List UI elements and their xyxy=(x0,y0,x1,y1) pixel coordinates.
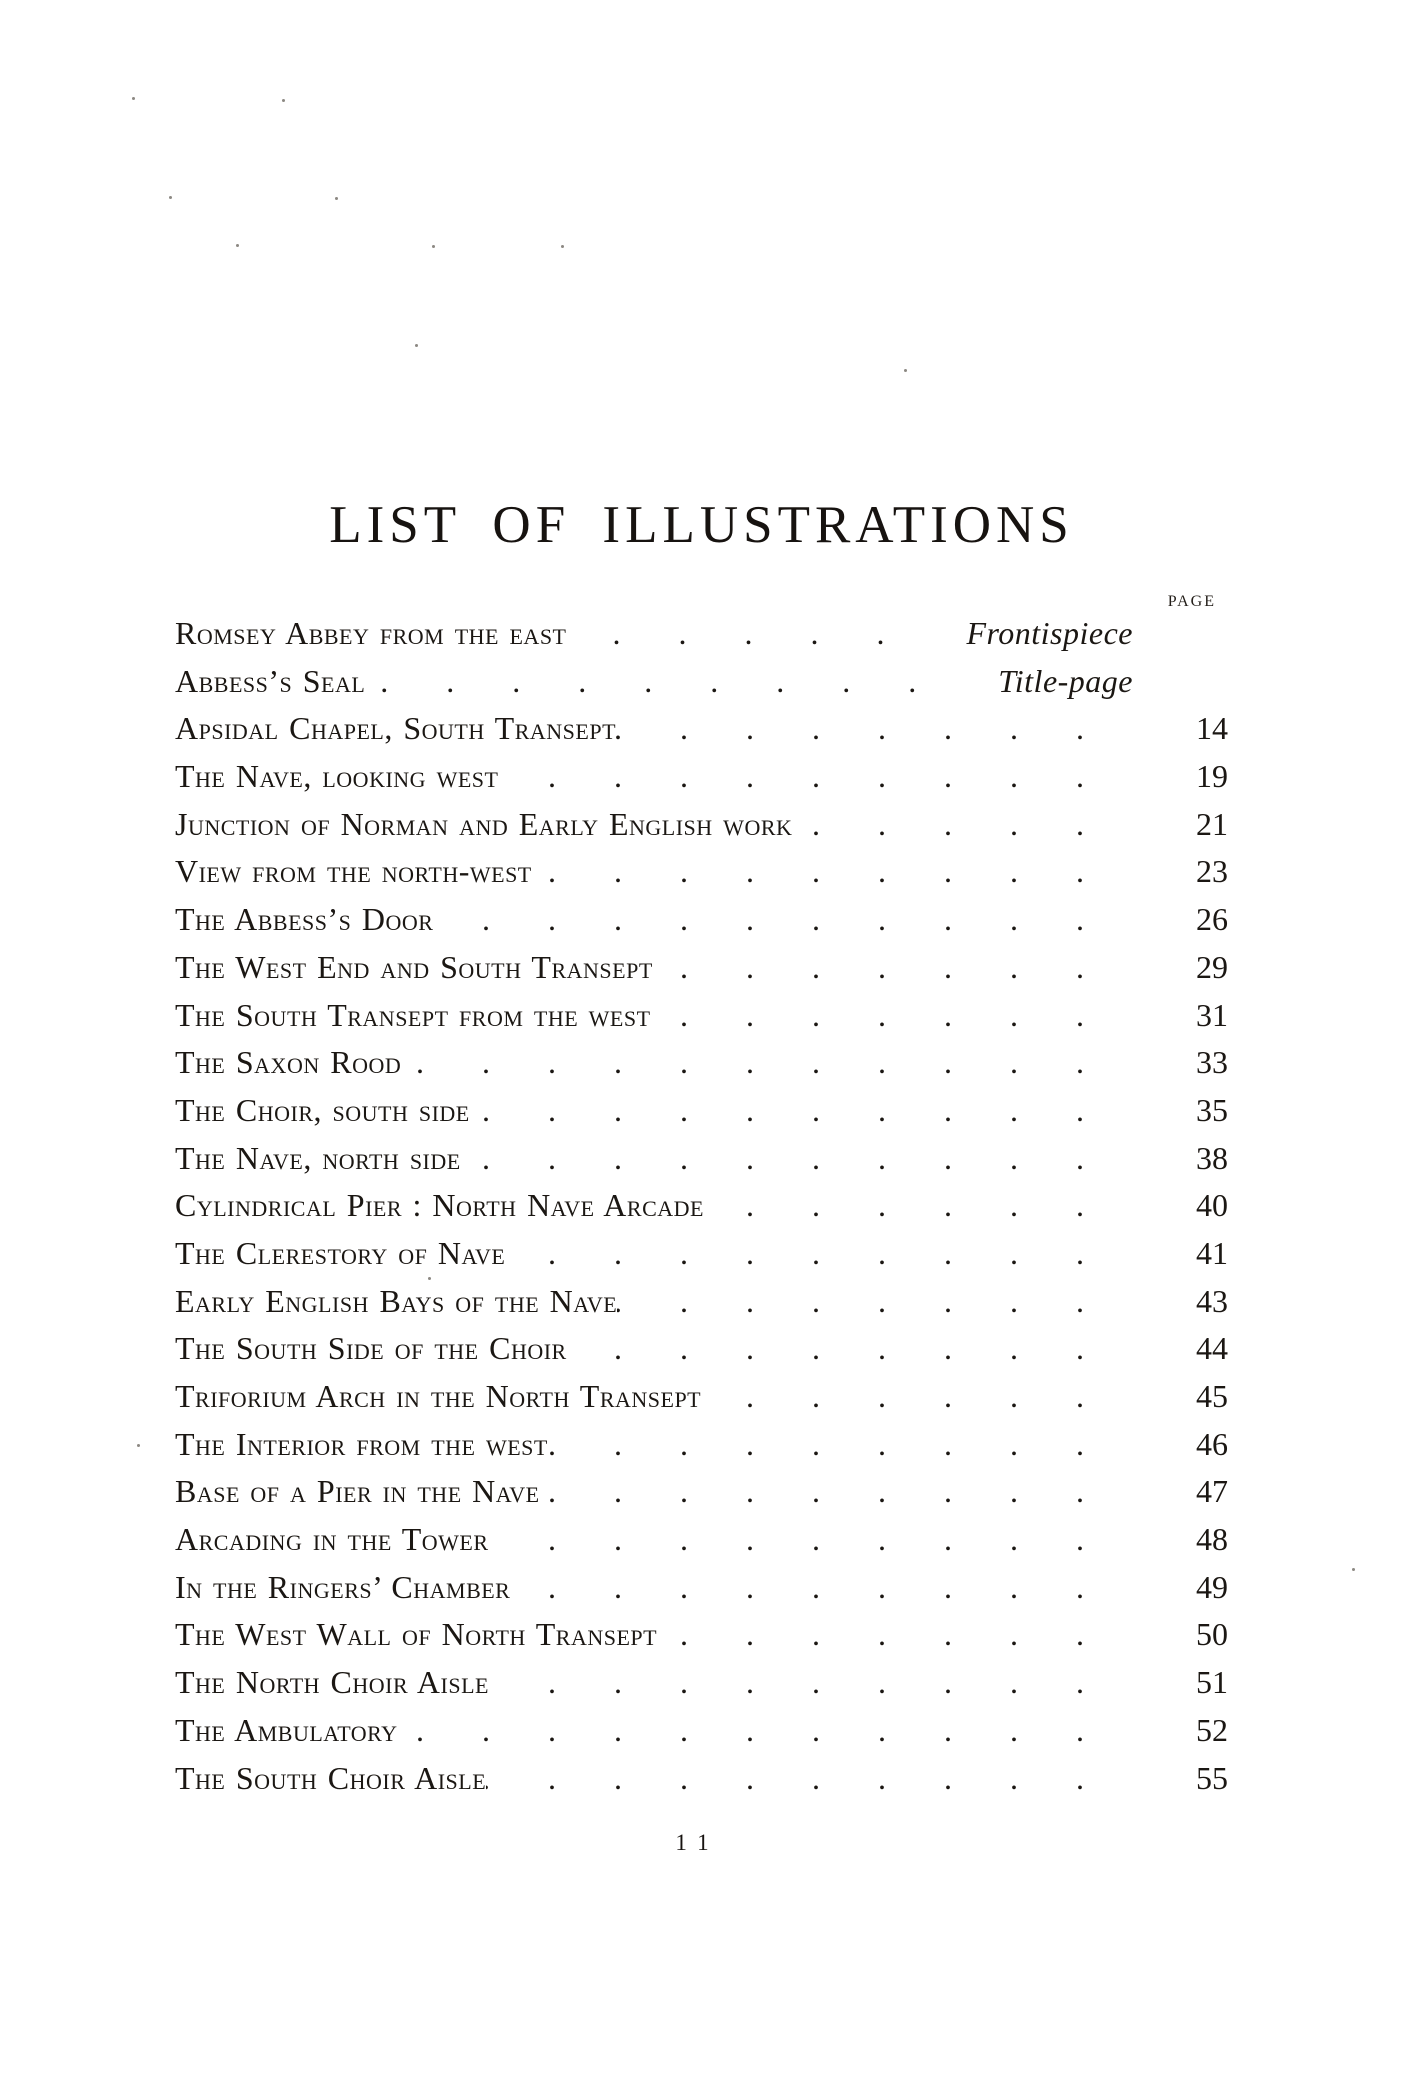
list-item xyxy=(175,1278,1228,1326)
list-item xyxy=(175,1564,1228,1612)
page-content xyxy=(175,0,1228,1855)
entry-page-number: Title-page xyxy=(998,662,1133,699)
dot-leader xyxy=(616,705,1142,753)
dot-leader xyxy=(365,658,974,706)
entry-title: The South Transept from the west xyxy=(175,996,651,1033)
list-item xyxy=(175,1230,1228,1278)
entry-title: The West Wall of North Transept xyxy=(175,1616,658,1653)
entry-title: Arcading in the Tower xyxy=(175,1521,489,1558)
list-item xyxy=(175,753,1228,801)
entry-page-number: 49 xyxy=(1196,1568,1228,1605)
dot-leader xyxy=(657,1611,1142,1659)
entry-title: The Choir, south side xyxy=(175,1091,470,1128)
list-item xyxy=(175,1611,1228,1659)
list-item xyxy=(175,1373,1228,1421)
entry-page-number: Frontispiece xyxy=(966,615,1133,651)
list-item xyxy=(175,1087,1228,1135)
entry-page-number: 46 xyxy=(1196,1425,1228,1462)
dot-leader xyxy=(510,1564,1142,1612)
dot-leader xyxy=(567,610,943,658)
list-item xyxy=(175,992,1228,1040)
entry-page-number: 35 xyxy=(1196,1091,1228,1128)
entry-page-number: 44 xyxy=(1196,1330,1228,1367)
list-item xyxy=(175,610,1228,658)
entry-page-number: 29 xyxy=(1196,948,1228,985)
entry-page-number: 38 xyxy=(1196,1139,1228,1176)
dot-leader xyxy=(489,1516,1142,1564)
entry-title: The Ambulatory xyxy=(175,1711,398,1748)
entry-page-number: 26 xyxy=(1196,901,1228,938)
page-column-header: PAGE xyxy=(1167,593,1216,610)
entry-page-number: 23 xyxy=(1196,853,1228,890)
illustration-list xyxy=(175,610,1228,1802)
list-item xyxy=(175,944,1228,992)
list-item xyxy=(175,1755,1228,1803)
dot-leader xyxy=(548,1421,1142,1469)
entry-title: The North Choir Aisle xyxy=(175,1664,489,1701)
dot-leader xyxy=(401,1039,1142,1087)
entry-page-number: 14 xyxy=(1196,710,1228,747)
entry-title: The West End and South Transept xyxy=(175,948,653,985)
dot-leader xyxy=(461,1135,1142,1183)
entry-title: Cylindrical Pier : North Nave Arcade xyxy=(175,1187,704,1224)
list-item xyxy=(175,1659,1228,1707)
entry-title: Early English Bays of the Nave xyxy=(175,1282,618,1319)
dot-leader xyxy=(532,848,1142,896)
list-item xyxy=(175,1039,1228,1087)
list-item xyxy=(175,1182,1228,1230)
list-item xyxy=(175,658,1228,706)
list-item xyxy=(175,896,1228,944)
entry-title: Junction of Norman and Early English work xyxy=(175,805,793,842)
entry-page-number: 33 xyxy=(1196,1044,1228,1081)
entry-title: Triforium Arch in the North Transept xyxy=(175,1378,702,1414)
entry-page-number: 48 xyxy=(1196,1521,1228,1558)
entry-page-number: 52 xyxy=(1196,1711,1228,1748)
list-item xyxy=(175,1516,1228,1564)
entry-page-number: 31 xyxy=(1196,996,1228,1033)
list-item xyxy=(175,705,1228,753)
entry-page-number: 51 xyxy=(1196,1664,1228,1701)
dot-leader xyxy=(398,1707,1142,1755)
dot-leader xyxy=(617,1278,1142,1326)
dot-leader xyxy=(505,1230,1142,1278)
entry-title: View from the north-west xyxy=(175,853,532,890)
entry-title: Base of a Pier in the Nave xyxy=(175,1473,540,1510)
list-item xyxy=(175,848,1228,896)
list-item xyxy=(175,1421,1228,1469)
dot-leader xyxy=(489,1659,1142,1707)
entry-page-number: 40 xyxy=(1196,1187,1228,1224)
entry-title: In the Ringers’ Chamber xyxy=(175,1568,511,1605)
entry-title: The South Side of the Choir xyxy=(175,1330,567,1367)
list-item xyxy=(175,1707,1228,1755)
entry-title: Romsey Abbey from the east xyxy=(175,615,567,651)
entry-title: The Saxon Rood xyxy=(175,1044,402,1081)
list-item xyxy=(175,1325,1228,1373)
entry-title: Abbess’s Seal xyxy=(175,662,366,699)
entry-title: Apsidal Chapel, South Transept xyxy=(175,710,617,747)
dot-leader xyxy=(540,1468,1142,1516)
entry-page-number: 19 xyxy=(1196,758,1228,795)
dot-leader xyxy=(792,801,1142,849)
page-title: LIST OF ILLUSTRATIONS xyxy=(329,496,1074,554)
dot-leader xyxy=(498,753,1142,801)
dot-leader xyxy=(704,1182,1142,1230)
entry-page-number: 43 xyxy=(1196,1282,1228,1319)
list-item xyxy=(175,1135,1228,1183)
dot-leader xyxy=(486,1755,1142,1803)
entry-page-number: 50 xyxy=(1196,1616,1228,1653)
entry-page-number: 41 xyxy=(1196,1234,1228,1271)
entry-title: The South Choir Aisle xyxy=(175,1759,487,1796)
entry-page-number: 47 xyxy=(1196,1473,1228,1510)
dot-leader xyxy=(470,1087,1142,1135)
entry-page-number: 45 xyxy=(1196,1378,1228,1414)
dot-leader xyxy=(653,944,1142,992)
entry-title: The Abbess’s Door xyxy=(175,901,434,938)
entry-title: The Nave, looking west xyxy=(175,758,499,795)
dot-leader xyxy=(567,1325,1142,1373)
entry-page-number: 55 xyxy=(1196,1759,1228,1796)
dot-leader xyxy=(651,992,1142,1040)
dot-leader xyxy=(433,896,1142,944)
list-item xyxy=(175,801,1228,849)
entry-title: The Interior from the west xyxy=(175,1425,548,1462)
entry-title: The Clerestory of Nave xyxy=(175,1234,506,1271)
dot-leader xyxy=(701,1373,1142,1421)
entry-title: The Nave, north side xyxy=(175,1139,461,1176)
page-number-folio: 11 xyxy=(675,1830,720,1856)
list-item xyxy=(175,1468,1228,1516)
entry-page-number: 21 xyxy=(1196,805,1228,842)
